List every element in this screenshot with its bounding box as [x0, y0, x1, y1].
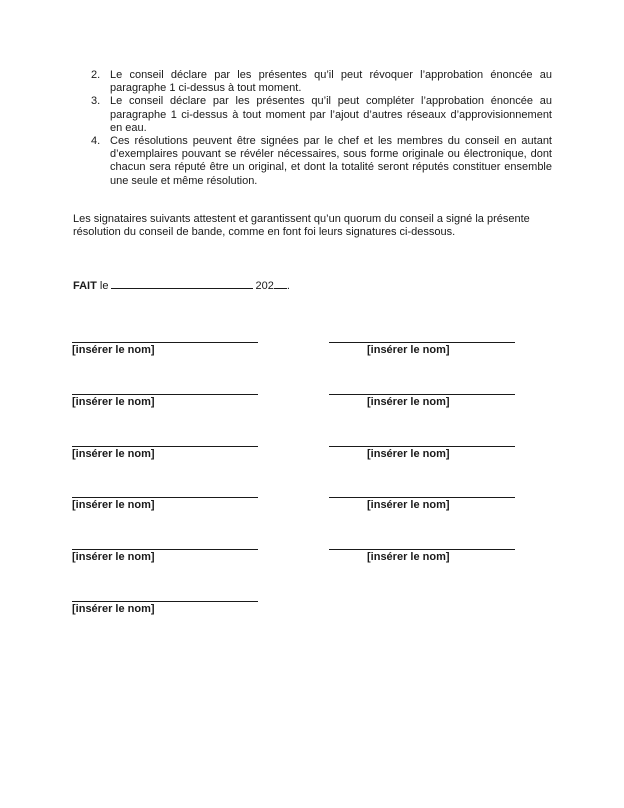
signature-name-label: [insérer le nom] — [72, 603, 155, 615]
signature-block — [72, 601, 258, 616]
signature-line[interactable] — [329, 446, 515, 447]
signature-name-label: [insérer le nom] — [367, 551, 450, 563]
attestation-paragraph: Les signataires suivants attestent et garantissent qu’un quorum du conseil a signé la présente résolution du conseil de bande, comme en font foi leurs signatures ci-dessous. — [73, 213, 530, 239]
list-item-text: Ces résolutions peuvent être signées par le chef et les membres du conseil en autant d’exemplaires pouvant se révéler nécessaires, sous forme originale ou électronique, dont chacun sera réputé être un original, et dont la totalité seront réputés constituer ensemble une seule et même résolution. — [110, 135, 552, 187]
signature-line[interactable] — [72, 549, 258, 550]
signature-block — [329, 549, 515, 564]
signature-line[interactable] — [72, 446, 258, 447]
date-line — [73, 278, 290, 293]
list-item-number: 3. — [91, 95, 101, 108]
signature-block — [329, 446, 515, 461]
list-item-number: 4. — [91, 135, 101, 148]
list-item-text: Le conseil déclare par les présentes qu’il peut révoquer l’approbation énoncée au paragraphe 1 ci-dessus à tout moment. — [110, 69, 552, 95]
list-item-number: 2. — [91, 69, 101, 81]
signature-line[interactable] — [329, 497, 515, 498]
list-item — [73, 95, 552, 135]
signature-block — [329, 342, 515, 357]
list-item — [73, 135, 552, 188]
signature-block — [72, 342, 258, 357]
signature-line[interactable] — [72, 394, 258, 395]
signature-name-label: [insérer le nom] — [72, 499, 155, 511]
le-label: le — [96, 280, 109, 292]
signature-name-label: [insérer le nom] — [367, 396, 450, 408]
signature-block — [329, 497, 515, 512]
fait-label: FAIT — [73, 280, 97, 292]
signature-name-label: [insérer le nom] — [72, 448, 155, 460]
date-blank-field[interactable] — [111, 278, 253, 289]
period: . — [286, 280, 290, 292]
signature-name-label: [insérer le nom] — [72, 396, 155, 408]
signature-name-label: [insérer le nom] — [367, 344, 450, 356]
signature-line[interactable] — [329, 342, 515, 343]
signature-line[interactable] — [72, 601, 258, 602]
signature-block — [72, 446, 258, 461]
signature-name-label: [insérer le nom] — [72, 551, 155, 563]
year-prefix: 202 — [255, 280, 274, 292]
signature-line[interactable] — [329, 549, 515, 550]
signature-line[interactable] — [72, 497, 258, 498]
list-item — [73, 69, 552, 95]
resolution-list — [73, 69, 552, 188]
signature-name-label: [insérer le nom] — [367, 499, 450, 511]
year-blank-field[interactable] — [274, 278, 287, 289]
signature-block — [329, 394, 515, 409]
signature-name-label: [insérer le nom] — [367, 448, 450, 460]
signature-block — [72, 497, 258, 512]
signature-block — [72, 394, 258, 409]
signature-name-label: [insérer le nom] — [72, 344, 155, 356]
signature-line[interactable] — [329, 394, 515, 395]
list-item-text: Le conseil déclare par les présentes qu’il peut compléter l’approbation énoncée au paragraphe 1 ci-dessus à tout moment par l’ajout d’autres réseaux d’approvisionnement en eau. — [110, 95, 552, 134]
signature-block — [72, 549, 258, 564]
signature-line[interactable] — [72, 342, 258, 343]
